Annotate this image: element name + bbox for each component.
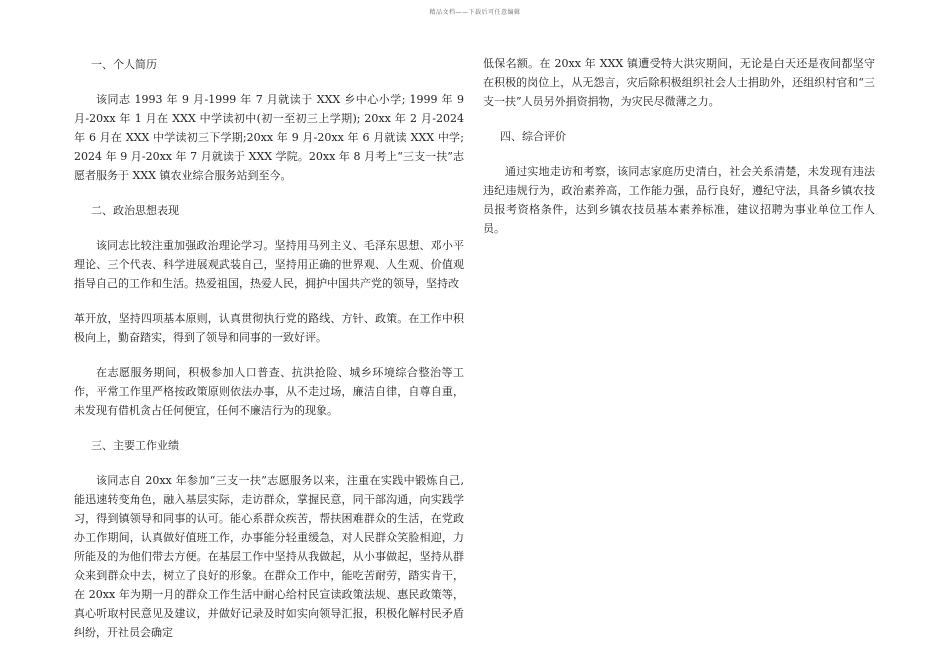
right-column — [483, 54, 875, 238]
section-heading-achievements: 三、主要工作业绩 — [91, 439, 179, 452]
left-column — [74, 55, 464, 642]
political-paragraph-2: 革开放，坚持四项基本原则，认真贯彻执行党的路线、方针、政策。在工作中积极向上，勤奋踏实，得到了领导和同事的一致好评。 — [74, 312, 464, 344]
section-heading-evaluation: 四、综合评价 — [500, 130, 566, 143]
section-heading-political: 二、政治思想表现 — [91, 204, 179, 217]
achievements-paragraph: 该同志自 20xx 年参加“三支一扶”志愿服务以来，注重在实践中锻炼自己, 能迅速转变角色，融入基层实际，走访群众，掌握民意，同干部沟通，向实践学习，得到镇领导和同事的认可。能心系群众疾苦，帮扶困难群众的生活，在党政办工作期间，认真做好值班工作，办事能分轻重缓急，对人民群众笑脸相迎，力所能及的为他们带去方便。在基层工作中坚持从我做起，从小事做起，坚持从群众来到群众中去，树立了良好的形象。在群众工作中，能吃苦耐劳，踏实肯干，在 20xx 年为期一月的群众工作生活中耐心给村民宣读政策法规、惠民政策等，真心听取村民意见及建议，并做好记录及时如实向领导汇报，积极化解村民矛盾纠纷，开社员会确定 — [74, 474, 464, 639]
achievements-continuation-paragraph: 低保名额。在 20xx 年 XXX 镇遭受特大洪灾期间，无论是白天还是夜间都坚守在积极的岗位上，从无怨言，灾后除积极组织社会人士捐助外，还组织村官和“三支一扶”人员另外捐资捐物，为灾民尽微薄之力。 — [483, 57, 875, 108]
political-paragraph-1: 该同志比较注重加强政治理论学习。坚持用马列主义、毛泽东思想、邓小平理论、三个代表、科学进展观武装自己，坚持用正确的世界观、人生观、价值观指导自己的工作和生活。热爱祖国，热爱人民，拥护中国共产党的领导，坚持改 — [74, 239, 464, 290]
resume-paragraph: 该同志 1993 年 9 月-1999 年 7 月就读于 XXX 乡中心小学; 1999 年 9 月-20xx 年 1 月在 XXX 中学读初中(初一至初三上学期); 20xx 年 2 月-2024 年 6 月在 XXX 中学读初三下学期;20xx 年 9 月-20xx 年 6 月就读 XXX 中学; 2024 年 9 月-20xx 年 7 月就读于 XXX 学院。20xx 年 8 月考上“三支一扶”志愿者服务于 XXX 镇农业综合服务站到至今。 — [74, 93, 464, 182]
political-paragraph-3: 在志愿服务期间，积极参加人口普查、抗洪抢险、城乡环境综合整治等工作，平常工作里严格按政策原则依法办事，从不走过场，廉洁自律，自尊自重，未发现有借机贪占任何便宜，任何不廉洁行为的现象。 — [74, 366, 464, 417]
evaluation-paragraph: 通过实地走访和考察，该同志家庭历史清白，社会关系清楚，未发现有违法违纪违规行为，政治素养高，工作能力强，品行良好，遵纪守法，具备乡镇农技员报考资格条件，达到乡镇农技员基本素养标准，建议招聘为事业单位工作人员。 — [483, 165, 875, 235]
section-heading-resume: 一、个人简历 — [91, 58, 157, 71]
page-header: 精品文档——下载后可任意编辑 — [429, 9, 521, 16]
